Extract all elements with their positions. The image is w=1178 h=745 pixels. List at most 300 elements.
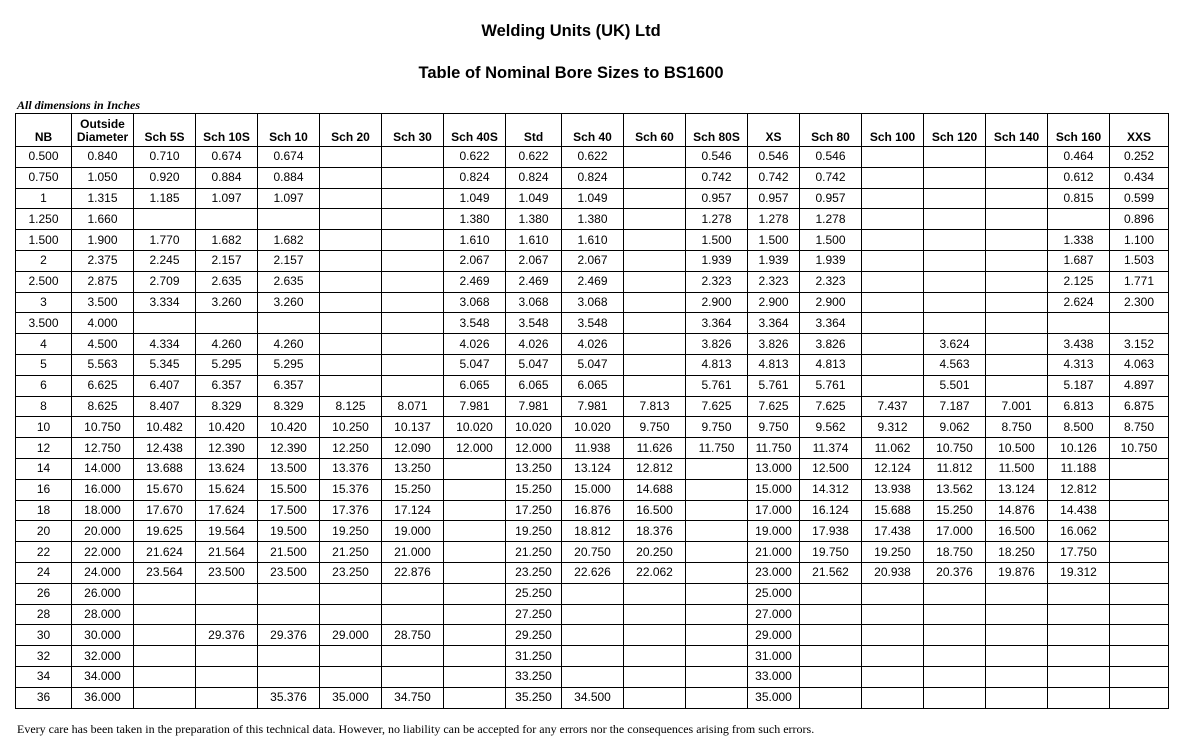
table-cell: 11.812: [924, 458, 986, 479]
table-cell: 4.500: [72, 334, 134, 355]
table-row: [16, 313, 1169, 334]
table-cell: [134, 313, 196, 334]
table-cell: 19.500: [258, 521, 320, 542]
table-cell: [1110, 500, 1169, 521]
table-cell: 12.812: [624, 458, 686, 479]
table-cell: [686, 625, 748, 646]
table-cell: 35.376: [258, 687, 320, 708]
table-cell: 23.564: [134, 562, 196, 583]
table-cell: 2.469: [562, 271, 624, 292]
table-cell: 21.562: [800, 562, 862, 583]
table-cell: 8.750: [1110, 417, 1169, 438]
table-row: [16, 646, 1169, 667]
nominal-bore-cell: 16: [16, 479, 72, 500]
table-cell: 8.625: [72, 396, 134, 417]
table-cell: 18.376: [624, 521, 686, 542]
table-cell: 9.750: [686, 417, 748, 438]
table-cell: 0.840: [72, 147, 134, 168]
table-cell: 0.824: [444, 167, 506, 188]
column-header-label: Sch 10: [269, 130, 308, 144]
table-cell: 4.334: [134, 334, 196, 355]
table-cell: 17.376: [320, 500, 382, 521]
column-header-label: Sch 80S: [693, 130, 740, 144]
table-cell: [444, 479, 506, 500]
table-cell: 3.364: [748, 313, 800, 334]
table-cell: [986, 271, 1048, 292]
table-cell: 1.050: [72, 167, 134, 188]
table-cell: 1.610: [506, 230, 562, 251]
table-cell: 5.563: [72, 354, 134, 375]
table-cell: [1110, 313, 1169, 334]
table-cell: [320, 334, 382, 355]
table-cell: 6.065: [562, 375, 624, 396]
table-cell: 20.376: [924, 562, 986, 583]
table-cell: 3.260: [258, 292, 320, 313]
table-cell: [134, 666, 196, 687]
table-cell: 13.562: [924, 479, 986, 500]
table-cell: 1.771: [1110, 271, 1169, 292]
company-name: Welding Units (UK) Ltd: [481, 22, 661, 40]
table-cell: 4.063: [1110, 354, 1169, 375]
table-cell: 21.000: [382, 542, 444, 563]
table-cell: 12.124: [862, 458, 924, 479]
table-cell: 16.062: [1048, 521, 1110, 542]
table-cell: [258, 646, 320, 667]
table-cell: 3.364: [800, 313, 862, 334]
table-cell: 10.126: [1048, 438, 1110, 459]
nominal-bore-cell: 2: [16, 250, 72, 271]
nominal-bore-cell: 0.500: [16, 147, 72, 168]
table-cell: 12.090: [382, 438, 444, 459]
table-cell: 0.957: [686, 188, 748, 209]
table-cell: [986, 292, 1048, 313]
table-cell: 35.000: [748, 687, 800, 708]
column-header: [562, 114, 624, 147]
nominal-bore-cell: 22: [16, 542, 72, 563]
column-header: [624, 114, 686, 147]
table-cell: 5.501: [924, 375, 986, 396]
column-header-label: Sch 40: [573, 130, 612, 144]
table-cell: 0.957: [800, 188, 862, 209]
table-cell: [862, 354, 924, 375]
table-cell: [1048, 625, 1110, 646]
table-cell: [1048, 646, 1110, 667]
table-cell: 2.469: [444, 271, 506, 292]
table-cell: 0.546: [748, 147, 800, 168]
table-cell: 22.876: [382, 562, 444, 583]
table-cell: [444, 542, 506, 563]
table-cell: [1110, 646, 1169, 667]
table-cell: [800, 583, 862, 604]
table-cell: [444, 625, 506, 646]
column-header-label: Sch 120: [931, 130, 978, 144]
nominal-bore-cell: 5: [16, 354, 72, 375]
table-cell: 11.750: [686, 438, 748, 459]
nominal-bore-cell: 0.750: [16, 167, 72, 188]
table-cell: 1.610: [562, 230, 624, 251]
table-cell: 35.000: [320, 687, 382, 708]
table-cell: 21.000: [748, 542, 800, 563]
table-cell: 21.624: [134, 542, 196, 563]
table-cell: [444, 521, 506, 542]
table-cell: 1.049: [506, 188, 562, 209]
table-cell: 10.020: [562, 417, 624, 438]
table-cell: 21.250: [320, 542, 382, 563]
table-cell: 8.500: [1048, 417, 1110, 438]
column-header-label: Std: [523, 130, 544, 144]
table-cell: 3.548: [444, 313, 506, 334]
table-cell: [382, 375, 444, 396]
table-cell: [1048, 687, 1110, 708]
table-body: [16, 147, 1169, 709]
table-cell: 7.187: [924, 396, 986, 417]
table-cell: 16.500: [624, 500, 686, 521]
table-cell: [986, 625, 1048, 646]
table-cell: 10.482: [134, 417, 196, 438]
table-cell: 9.312: [862, 417, 924, 438]
table-cell: 9.562: [800, 417, 862, 438]
table-cell: 29.376: [258, 625, 320, 646]
table-cell: [196, 209, 258, 230]
table-cell: 9.750: [748, 417, 800, 438]
table-cell: 0.896: [1110, 209, 1169, 230]
table-cell: 14.312: [800, 479, 862, 500]
column-header-label: Sch 80: [811, 130, 850, 144]
table-cell: 27.000: [748, 604, 800, 625]
table-cell: 13.000: [748, 458, 800, 479]
table-cell: 15.000: [562, 479, 624, 500]
table-cell: 1.939: [748, 250, 800, 271]
table-cell: [986, 604, 1048, 625]
table-cell: 6.065: [506, 375, 562, 396]
table-cell: [624, 604, 686, 625]
table-cell: 14.876: [986, 500, 1048, 521]
table-cell: [444, 604, 506, 625]
table-row: [16, 625, 1169, 646]
table-cell: 2.067: [506, 250, 562, 271]
table-cell: [1110, 604, 1169, 625]
table-cell: [862, 625, 924, 646]
table-cell: 4.000: [72, 313, 134, 334]
table-cell: 4.563: [924, 354, 986, 375]
table-cell: 1.278: [800, 209, 862, 230]
table-cell: [382, 230, 444, 251]
column-header-label: Sch 140: [993, 130, 1040, 144]
table-cell: 11.188: [1048, 458, 1110, 479]
table-cell: 12.000: [444, 438, 506, 459]
table-cell: [624, 313, 686, 334]
table-cell: 3.260: [196, 292, 258, 313]
table-cell: 2.469: [506, 271, 562, 292]
table-cell: [862, 334, 924, 355]
table-cell: 1.338: [1048, 230, 1110, 251]
table-cell: 2.067: [444, 250, 506, 271]
table-cell: 27.250: [506, 604, 562, 625]
table-cell: [924, 250, 986, 271]
table-cell: 13.124: [986, 479, 1048, 500]
table-cell: 2.157: [196, 250, 258, 271]
table-cell: [1110, 625, 1169, 646]
table-cell: 17.500: [258, 500, 320, 521]
table-cell: [444, 646, 506, 667]
table-cell: [624, 230, 686, 251]
table-cell: 3.438: [1048, 334, 1110, 355]
table-cell: 0.546: [800, 147, 862, 168]
table-cell: 3.548: [506, 313, 562, 334]
table-cell: 1.500: [748, 230, 800, 251]
table-cell: 18.750: [924, 542, 986, 563]
table-cell: 17.670: [134, 500, 196, 521]
nominal-bore-cell: 36: [16, 687, 72, 708]
column-header-label: Sch 160: [1055, 130, 1102, 144]
table-cell: [624, 354, 686, 375]
table-cell: [862, 271, 924, 292]
table-cell: 5.047: [444, 354, 506, 375]
table-cell: 1.380: [506, 209, 562, 230]
table-cell: 13.250: [506, 458, 562, 479]
column-header: [924, 114, 986, 147]
table-cell: [320, 250, 382, 271]
table-cell: 2.323: [748, 271, 800, 292]
table-cell: [686, 479, 748, 500]
table-cell: 1.900: [72, 230, 134, 251]
table-cell: 15.500: [258, 479, 320, 500]
table-cell: 1.278: [748, 209, 800, 230]
nominal-bore-cell: 2.500: [16, 271, 72, 292]
table-cell: [624, 625, 686, 646]
table-cell: [562, 604, 624, 625]
table-cell: 20.750: [562, 542, 624, 563]
table-cell: 1.380: [444, 209, 506, 230]
table-cell: [382, 334, 444, 355]
table-cell: 29.376: [196, 625, 258, 646]
table-cell: [986, 666, 1048, 687]
nominal-bore-cell: 10: [16, 417, 72, 438]
table-cell: 22.062: [624, 562, 686, 583]
table-cell: 29.250: [506, 625, 562, 646]
table-cell: [1110, 687, 1169, 708]
column-header-label: Sch 30: [393, 130, 432, 144]
table-cell: 26.000: [72, 583, 134, 604]
table-cell: 1.500: [686, 230, 748, 251]
table-cell: 17.750: [1048, 542, 1110, 563]
table-cell: 23.000: [748, 562, 800, 583]
table-cell: [624, 334, 686, 355]
table-cell: 2.635: [196, 271, 258, 292]
table-cell: [320, 188, 382, 209]
table-cell: 3.334: [134, 292, 196, 313]
table-cell: [924, 292, 986, 313]
table-cell: [800, 687, 862, 708]
table-cell: 0.622: [444, 147, 506, 168]
table-cell: [686, 687, 748, 708]
nominal-bore-cell: 24: [16, 562, 72, 583]
table-cell: 19.250: [506, 521, 562, 542]
table-cell: 2.157: [258, 250, 320, 271]
table-row: [16, 271, 1169, 292]
table-cell: [800, 666, 862, 687]
column-header-label: NB: [34, 130, 53, 144]
table-row: [16, 417, 1169, 438]
table-cell: [1048, 604, 1110, 625]
table-cell: 0.546: [686, 147, 748, 168]
table-cell: [320, 666, 382, 687]
table-cell: [320, 147, 382, 168]
table-cell: 32.000: [72, 646, 134, 667]
table-cell: [986, 230, 1048, 251]
table-cell: 1.185: [134, 188, 196, 209]
table-cell: 34.500: [562, 687, 624, 708]
table-cell: [444, 666, 506, 687]
nominal-bore-cell: 12: [16, 438, 72, 459]
table-cell: [382, 583, 444, 604]
nominal-bore-cell: 1.250: [16, 209, 72, 230]
table-cell: 13.500: [258, 458, 320, 479]
table-cell: [686, 500, 748, 521]
table-cell: 0.884: [258, 167, 320, 188]
table-cell: 3.068: [444, 292, 506, 313]
table-cell: [986, 687, 1048, 708]
table-cell: 12.390: [258, 438, 320, 459]
table-cell: 1.278: [686, 209, 748, 230]
table-cell: 35.250: [506, 687, 562, 708]
table-cell: 0.622: [506, 147, 562, 168]
table-cell: 11.500: [986, 458, 1048, 479]
table-cell: 6.065: [444, 375, 506, 396]
table-cell: [382, 604, 444, 625]
table-cell: 8.071: [382, 396, 444, 417]
column-header: [800, 114, 862, 147]
table-cell: 15.624: [196, 479, 258, 500]
table-cell: [686, 666, 748, 687]
table-cell: 14.438: [1048, 500, 1110, 521]
table-cell: 4.260: [196, 334, 258, 355]
table-cell: 12.500: [800, 458, 862, 479]
table-cell: 13.624: [196, 458, 258, 479]
table-cell: 17.250: [506, 500, 562, 521]
table-cell: 22.000: [72, 542, 134, 563]
table-cell: 19.250: [862, 542, 924, 563]
table-cell: [1110, 666, 1169, 687]
table-row: [16, 188, 1169, 209]
table-cell: [258, 666, 320, 687]
table-cell: 13.938: [862, 479, 924, 500]
table-cell: 8.329: [196, 396, 258, 417]
table-cell: 11.374: [800, 438, 862, 459]
table-cell: 1.049: [444, 188, 506, 209]
nominal-bore-cell: 18: [16, 500, 72, 521]
table-cell: [624, 209, 686, 230]
table-cell: 19.625: [134, 521, 196, 542]
table-cell: [382, 209, 444, 230]
table-cell: 16.000: [72, 479, 134, 500]
table-cell: [862, 292, 924, 313]
table-row: [16, 521, 1169, 542]
table-cell: 10.750: [72, 417, 134, 438]
table-cell: 7.981: [444, 396, 506, 417]
table-cell: [986, 334, 1048, 355]
table-cell: 19.750: [800, 542, 862, 563]
table-cell: 3.826: [800, 334, 862, 355]
table-cell: [320, 313, 382, 334]
table-cell: [986, 583, 1048, 604]
table-row: [16, 354, 1169, 375]
table-cell: 0.252: [1110, 147, 1169, 168]
table-cell: [382, 167, 444, 188]
table-cell: [258, 313, 320, 334]
table-cell: 10.420: [196, 417, 258, 438]
table-cell: 0.884: [196, 167, 258, 188]
column-header: [506, 114, 562, 147]
nominal-bore-cell: 1.500: [16, 230, 72, 251]
table-cell: [196, 583, 258, 604]
table-cell: [686, 542, 748, 563]
table-cell: [320, 271, 382, 292]
table-cell: 9.062: [924, 417, 986, 438]
table-row: [16, 687, 1169, 708]
table-cell: 7.981: [506, 396, 562, 417]
table-cell: 3.624: [924, 334, 986, 355]
table-cell: 2.323: [686, 271, 748, 292]
column-header: [986, 114, 1048, 147]
table-row: [16, 438, 1169, 459]
table-cell: [562, 583, 624, 604]
table-cell: 8.329: [258, 396, 320, 417]
table-cell: 0.742: [686, 167, 748, 188]
table-cell: 3.826: [686, 334, 748, 355]
table-cell: 23.500: [258, 562, 320, 583]
table-cell: [382, 354, 444, 375]
table-cell: 36.000: [72, 687, 134, 708]
table-cell: 1.503: [1110, 250, 1169, 271]
table-cell: 1.610: [444, 230, 506, 251]
table-cell: 2.900: [686, 292, 748, 313]
table-cell: 23.250: [320, 562, 382, 583]
table-cell: 1.100: [1110, 230, 1169, 251]
table-row: [16, 167, 1169, 188]
table-row: [16, 334, 1169, 355]
table-cell: [862, 583, 924, 604]
column-header: [1110, 114, 1169, 147]
table-cell: 31.000: [748, 646, 800, 667]
table-cell: [1110, 458, 1169, 479]
table-cell: 4.260: [258, 334, 320, 355]
column-header-label: XXS: [1126, 130, 1151, 144]
table-cell: [196, 604, 258, 625]
table-cell: 0.824: [506, 167, 562, 188]
table-cell: 18.812: [562, 521, 624, 542]
table-cell: 23.250: [506, 562, 562, 583]
table-cell: 20.000: [72, 521, 134, 542]
table-cell: 15.250: [382, 479, 444, 500]
table-cell: 1.770: [134, 230, 196, 251]
table-cell: 7.625: [686, 396, 748, 417]
table-cell: 5.761: [800, 375, 862, 396]
table-cell: 1.660: [72, 209, 134, 230]
table-cell: [134, 687, 196, 708]
table-cell: 15.688: [862, 500, 924, 521]
table-cell: 2.323: [800, 271, 862, 292]
table-cell: 0.824: [562, 167, 624, 188]
nominal-bore-cell: 20: [16, 521, 72, 542]
table-cell: [258, 209, 320, 230]
table-cell: [624, 147, 686, 168]
table-cell: [624, 271, 686, 292]
table-cell: 6.625: [72, 375, 134, 396]
column-header: [1048, 114, 1110, 147]
table-cell: [924, 209, 986, 230]
table-cell: [924, 583, 986, 604]
